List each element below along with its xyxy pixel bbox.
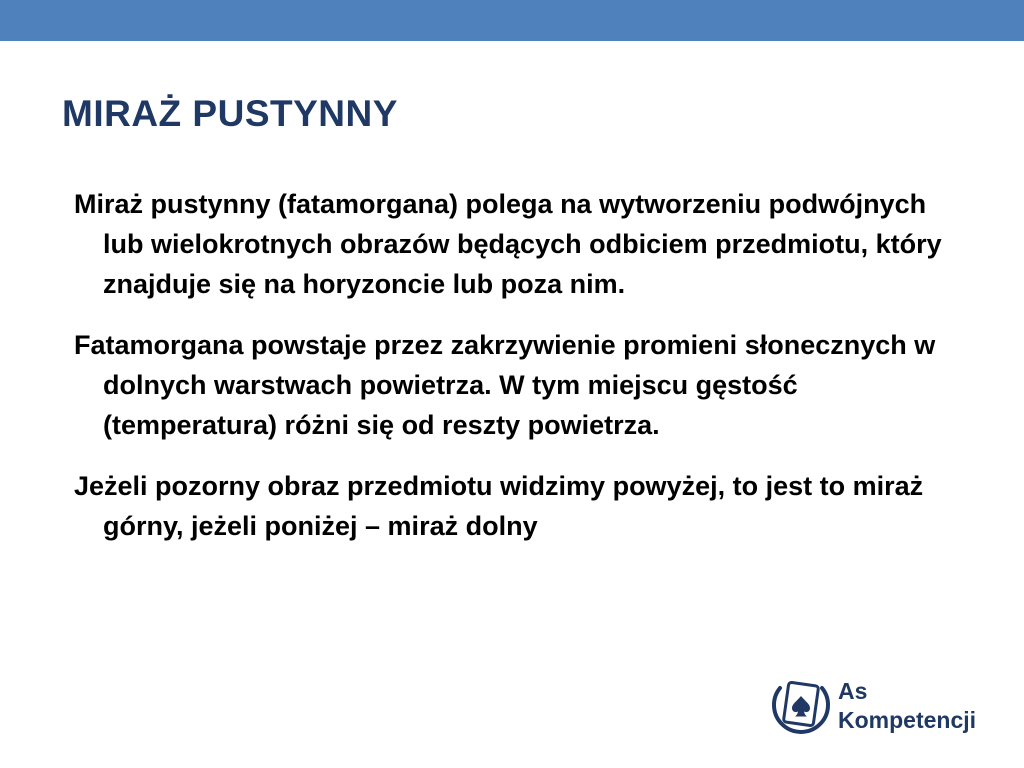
logo-text-line2: Kompetencji [838, 707, 977, 733]
as-kompetencji-logo [770, 674, 1000, 744]
logo-text-line1: As [838, 678, 868, 704]
paragraph-1: Miraż pustynny (fatamorgana) polega na wytworzeniu podwójnych lub wielokrotnych obrazów będących odbiciem przedmiotu, który znajduje się na horyzoncie lub poza nim. [74, 189, 942, 299]
slide-title: MIRAŻ PUSTYNNY [62, 93, 398, 134]
paragraph-2: Fatamorgana powstaje przez zakrzywienie promieni słonecznych w dolnych warstwach powietrza. W tym miejscu gęstość (temperatura) różni się od reszty powietrza. [74, 330, 936, 440]
paragraph-3: Jeżeli pozorny obraz przedmiotu widzimy powyżej, to jest to miraż górny, jeżeli poniżej – miraż dolny [74, 471, 924, 541]
top-accent-bar [0, 0, 1024, 41]
spade-badge-icon [770, 676, 832, 738]
slide-body [74, 184, 974, 567]
